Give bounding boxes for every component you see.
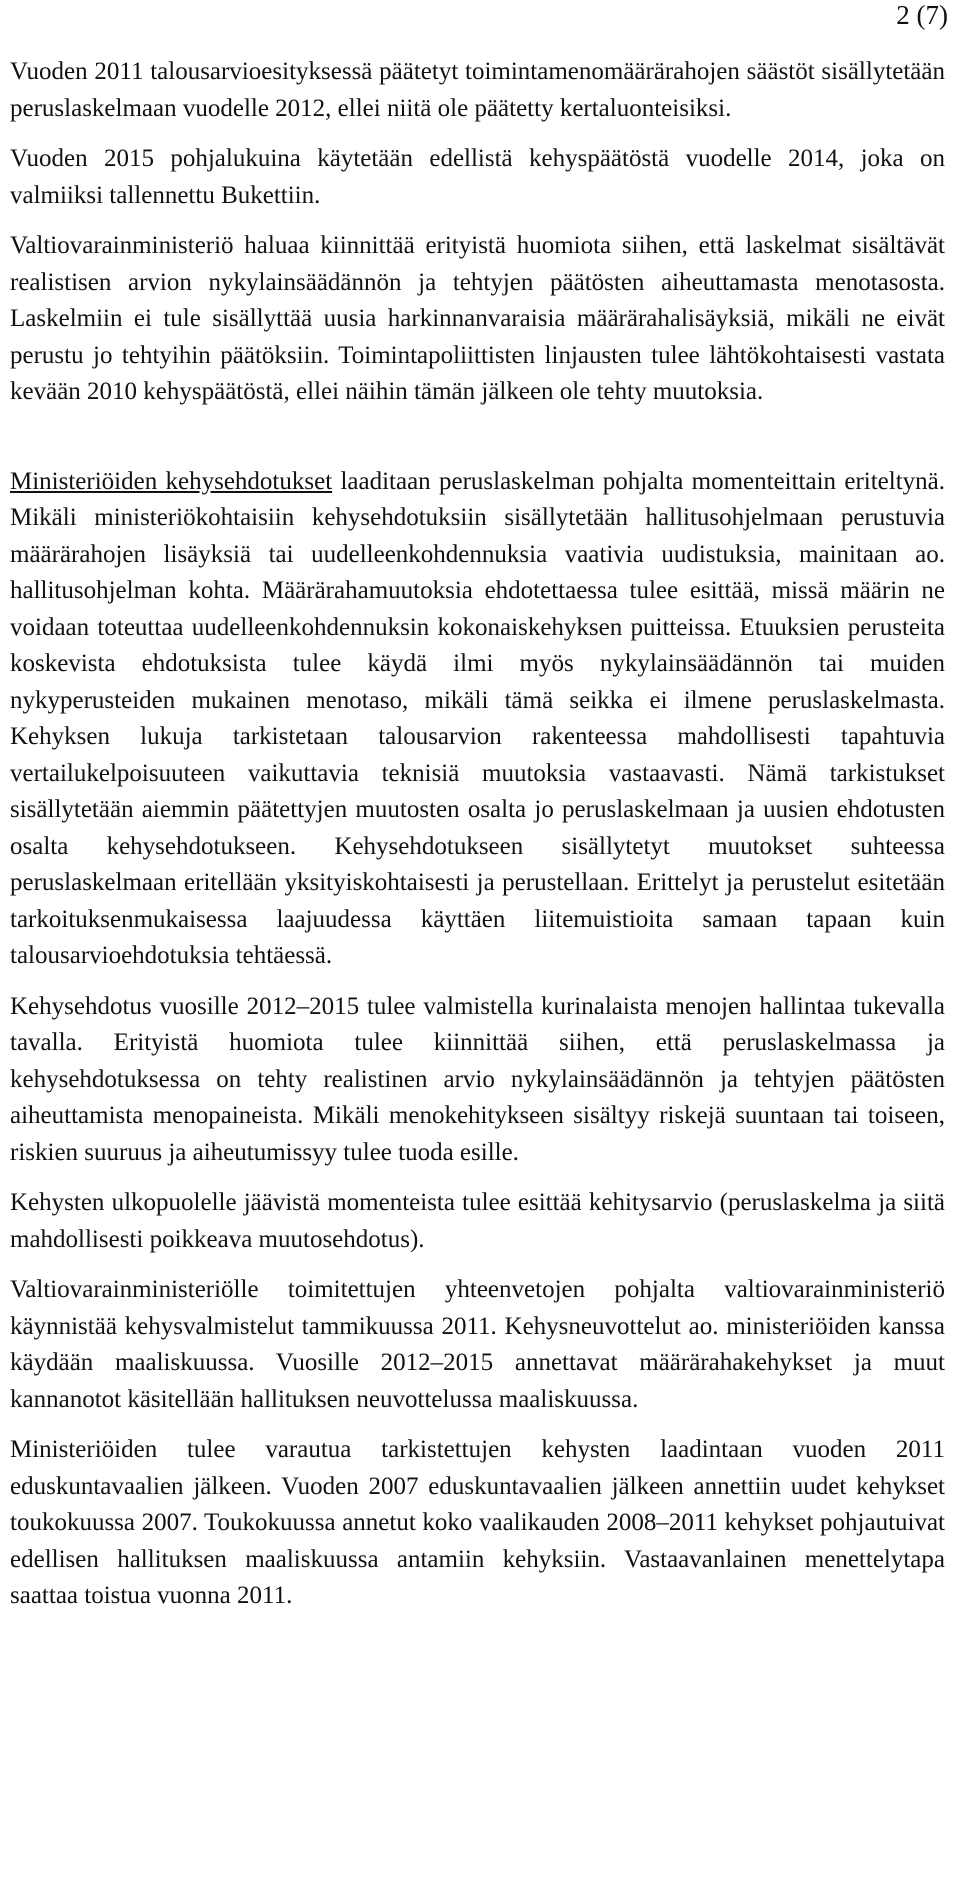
paragraph-frame-preparation-schedule: Valtiovarainministeriölle toimitettujen yhteenvetojen pohjalta valtiovarainministeriö käynnistää kehysvalmistelut tammikuussa 2011. Kehysneuvottelut ao. ministeriöiden kanssa käydään maaliskuussa. Vuosille 2012–2015 annettavat määrärahakehykset ja muut kannanotot käsitellään hallituksen neuvottelussa maaliskuussa.	[10, 1276, 945, 1413]
paragraph-base-figures-2015: Vuoden 2015 pohjalukuina käytetään edellistä kehyspäätöstä vuodelle 2014, joka on valmiiksi tallennettu Bukettiin.	[10, 145, 945, 209]
paragraph-frame-proposal-2012-2015: Kehysehdotus vuosille 2012–2015 tulee valmistella kurinalaista menojen hallintaa tukevalla tavalla. Erityistä huomiota tulee kiinnittää siihen, että peruslaskelmassa ja kehysehdotuksessa on tehty realistinen arvio nykylainsäädännön ja tehtyjen päätösten aiheuttamista menopaineista. Mikäli menokehitykseen sisältyy riskejä suuntaan tai toiseen, riskien suuruus ja aiheutumissyy tulee tuoda esille.	[10, 992, 945, 1166]
paragraph-ministry-proposals-text: laaditaan peruslaskelman pohjalta momenteittain eriteltynä. Mikäli ministeriökohtaisiin kehysehdotuksiin sisällytetään hallitusohjelmaan perustuvia määrärahojen lisäyksiä tai uudelleenkohdennuksia vaativia uudistuksia, mainitaan ao. hallitusohjelman kohta. Määrärahamuutoksia ehdotettaessa tulee esittää, missä määrin ne voidaan toteuttaa uudelleenkohdennuksin kokonaiskehyksen puitteissa. Etuuksien perusteita koskevista ehdotuksista tulee käydä ilmi myös nykylainsäädännön tai muiden nykyperusteiden mukainen menotaso, mikäli tämä seikka ei ilmene peruslaskelmasta. Kehyksen lukuja tarkistetaan talousarvion rakenteessa mahdollisesti tapahtuvia vertailukelpoisuuteen vaikuttavia teknisiä muutoksia vastaavasti. Nämä tarkistukset sisällytetään aiemmin päätettyjen muutosten osalta jo peruslaskelmaan ja uusien ehdotusten osalta kehysehdotukseen. Kehysehdotukseen sisällytetyt muutokset suhteessa peruslaskelmaan eritellään yksityiskohtaisesti ja perustellaan. Erittelyt ja perustelut esitetään tarkoituksenmukaisessa laajuudessa käyttäen liitemuistioita samaan tapaan kuin talousarvioehdotuksia tehtäessä.	[10, 467, 945, 969]
paragraph-savings: Vuoden 2011 talousarvioesityksessä päätetyt toimintamenomäärärahojen säästöt sisällytetään peruslaskelmaan vuodelle 2012, ellei niitä ole päätetty kertaluonteisiksi.	[10, 58, 945, 122]
underlined-heading-phrase: Ministeriöiden kehysehdotukset	[10, 467, 333, 495]
page-number: 2 (7)	[896, 0, 948, 30]
paragraph-election-revision: Ministeriöiden tulee varautua tarkistettujen kehysten laadintaan vuoden 2011 eduskuntavaalien jälkeen. Vuoden 2007 eduskuntavaalien jälkeen annettiin uudet kehykset toukokuussa 2007. Toukokuussa annetut koko vaalikauden 2008–2011 kehykset pohjautuivat edellisen hallituksen maaliskuussa antamiin kehyksiin. Vastaavanlainen menettelytapa saattaa toistua vuonna 2011.	[10, 1436, 945, 1609]
document-body	[10, 54, 945, 1615]
paragraph-ministry-proposals	[10, 464, 945, 975]
paragraph-outside-frames: Kehysten ulkopuolelle jäävistä momenteista tulee esittää kehitysarvio (peruslaskelma ja siitä mahdollisesti poikkeava muutosehdotus).	[10, 1189, 945, 1253]
paragraph-realistic-estimate: Valtiovarainministeriö haluaa kiinnittää erityistä huomiota siihen, että laskelmat sisältävät realistisen arvion nykylainsäädännön ja tehtyjen päätösten aiheuttamasta menotasosta. Laskelmiin ei tule sisällyttää uusia harkinnanvaraisia määrärahalisäyksiä, mikäli ne eivät perustu jo tehtyihin päätöksiin. Toimintapoliittisten linjausten tulee lähtökohtaisesti vastata kevään 2010 kehyspäätöstä, ellei näihin tämän jälkeen ole tehty muutoksia.	[10, 232, 945, 405]
